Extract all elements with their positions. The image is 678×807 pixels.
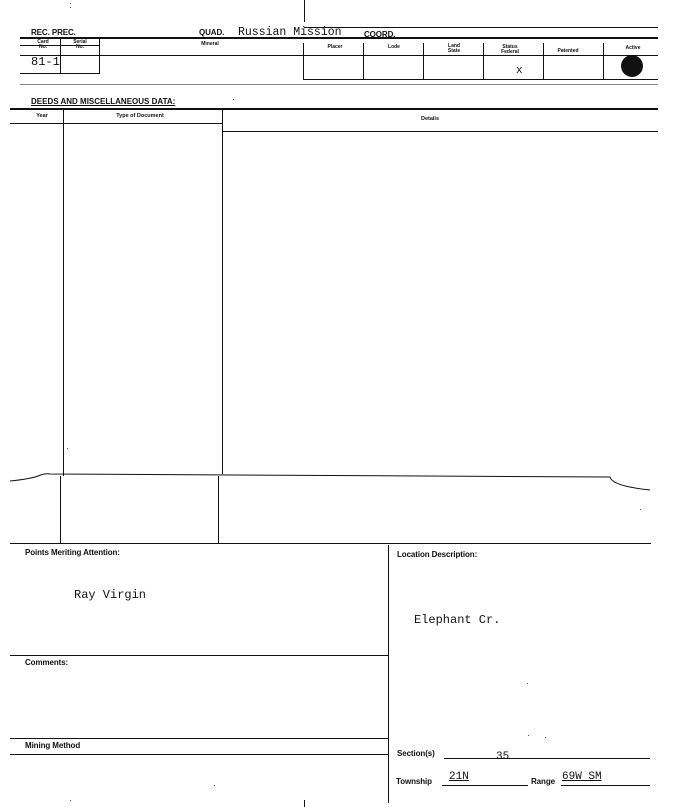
header-top-rule <box>304 27 658 28</box>
sections-value: 35 <box>496 751 510 763</box>
bottom-center-tick <box>304 800 305 807</box>
quad-label: QUAD. <box>199 28 225 37</box>
active-dot-icon <box>621 55 643 77</box>
status-federal-mark: x <box>516 65 523 77</box>
claims-divider <box>99 39 100 73</box>
scan-speck <box>70 3 71 4</box>
deeds-top-rule <box>10 108 658 110</box>
range-label: Range <box>531 777 555 786</box>
location-divider <box>388 545 389 803</box>
col-placer: Placer <box>327 44 343 50</box>
col-land-state: Land State <box>447 43 461 54</box>
quad-value: Russian Mission <box>238 26 342 39</box>
card-no-value: 81-1 <box>31 55 60 69</box>
deeds-header-rule-left <box>10 123 223 124</box>
deeds-header-rule-right <box>223 131 658 132</box>
range-value: 69W SM <box>562 771 602 783</box>
claims-divider <box>423 43 424 79</box>
mining-method-top-rule <box>10 738 388 739</box>
township-label: Township <box>396 777 432 786</box>
top-center-rule <box>304 0 305 22</box>
mining-method-label: Mining Method <box>25 741 81 750</box>
township-value: 21N <box>449 771 469 783</box>
col-type-of-document: Type of Document <box>116 113 164 119</box>
deeds-year-divider <box>63 109 64 476</box>
claims-divider <box>543 43 544 79</box>
col-serial-no: Serial No. <box>73 39 87 50</box>
scan-speck <box>67 448 68 449</box>
claims-divider <box>483 43 484 79</box>
claims-divider <box>60 39 61 73</box>
deeds-lower-type-divider <box>218 476 219 543</box>
mining-method-bottom-rule <box>10 754 388 755</box>
col-mineral: Mineral <box>201 41 219 47</box>
claims-divider <box>603 43 604 79</box>
comments-label: Comments: <box>25 658 69 667</box>
scan-speck <box>545 737 546 738</box>
col-patented: Patented <box>557 48 579 54</box>
location-description-value: Elephant Cr. <box>414 613 501 627</box>
points-meriting-attention-label: Points Meriting Attention: <box>25 548 120 557</box>
col-active: Active <box>625 45 641 51</box>
township-rule <box>442 785 528 786</box>
claims-divider <box>363 43 364 79</box>
col-details: Details <box>420 116 440 122</box>
rec-prec-label: REC. PREC. <box>31 28 76 37</box>
scan-speck <box>528 735 529 736</box>
claims-header-rule <box>20 55 658 56</box>
points-meriting-attention-value: Ray Virgin <box>74 588 147 602</box>
scan-speck <box>640 509 641 510</box>
fold-crease <box>0 462 678 502</box>
deeds-type-divider <box>222 109 223 474</box>
claims-row-bottom-rule-right <box>303 79 658 80</box>
range-rule <box>561 785 650 786</box>
sections-rule <box>444 758 650 759</box>
scan-speck <box>70 7 71 8</box>
comments-top-rule <box>10 655 388 656</box>
col-card-no: Card No. <box>37 39 49 50</box>
claims-divider <box>303 43 304 79</box>
scan-speck <box>214 785 215 786</box>
scan-speck <box>70 800 71 801</box>
location-description-label: Location Description: <box>397 550 478 559</box>
col-lode: Lode <box>388 44 400 50</box>
col-status-federal: Status Federal <box>501 44 519 55</box>
scan-speck <box>233 99 234 100</box>
claims-table-top-rule <box>20 37 658 39</box>
deeds-title: DEEDS AND MISCELLANEOUS DATA: <box>31 97 176 106</box>
col-year: Year <box>36 113 48 119</box>
deeds-bottom-rule <box>10 543 651 544</box>
deeds-lower-year-divider <box>60 476 61 543</box>
claims-row-bottom-rule <box>20 73 100 74</box>
sections-label: Section(s) <box>397 749 435 758</box>
claims-bottom-faint-rule <box>20 84 658 85</box>
coord-label: COORD. <box>364 30 396 39</box>
scan-speck <box>527 683 528 684</box>
